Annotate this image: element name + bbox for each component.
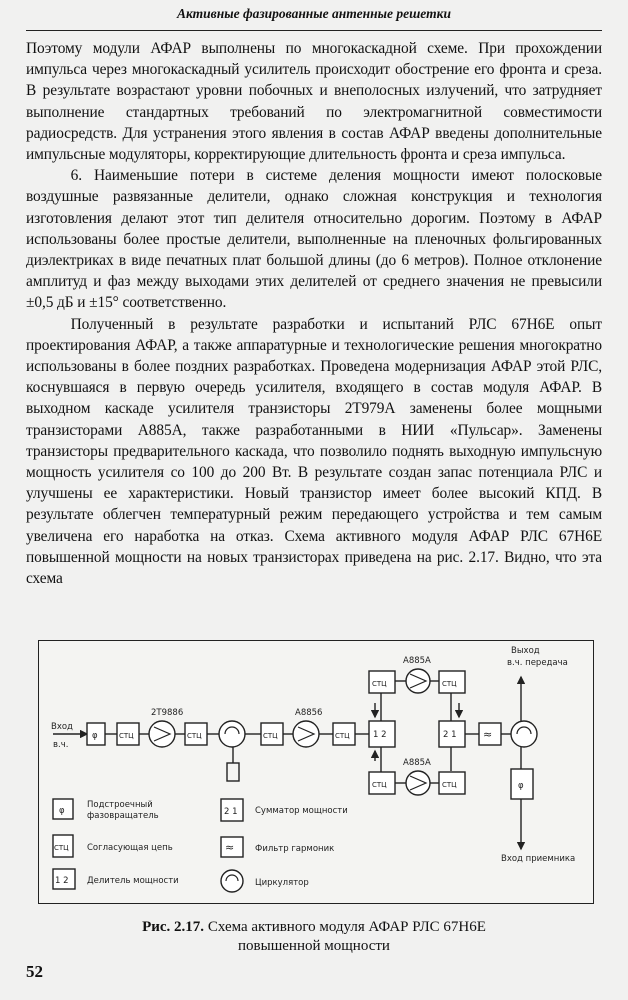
legend-circulator: Циркулятор <box>255 878 309 888</box>
transistor-bottom <box>403 758 431 795</box>
power-combiner <box>439 721 465 747</box>
matching-circuit-bottom-in <box>369 772 395 794</box>
transistor-2-label: А8856 <box>295 708 323 718</box>
svg-text:СТЦ: СТЦ <box>442 781 457 789</box>
input-label: Вход <box>51 722 73 732</box>
receiver-phase-shifter <box>511 769 533 799</box>
matching-circuit-1 <box>117 723 139 745</box>
phase-symbol: φ <box>92 731 98 741</box>
input-label-2: в.ч. <box>53 740 69 750</box>
running-header: Активные фазированные антенные решетки <box>177 6 451 21</box>
body-text <box>26 38 602 589</box>
transistor-top-label: А885А <box>403 656 431 666</box>
page-number: 52 <box>26 962 43 981</box>
block-diagram <box>39 641 593 903</box>
svg-text:СТЦ: СТЦ <box>54 844 69 852</box>
power-divider <box>369 721 395 747</box>
legend-power-combiner: Сумматор мощности <box>255 806 348 816</box>
transistor-1-label: 2Т9886 <box>151 708 184 718</box>
circulator-1 <box>219 721 245 747</box>
legend-harmonic-filter: Фильтр гармоник <box>255 844 335 854</box>
transistor-bottom-label: А885А <box>403 758 431 768</box>
matching-circuit-4 <box>333 723 355 745</box>
svg-text:φ: φ <box>59 806 65 816</box>
match-symbol-1: СТЦ <box>119 732 134 740</box>
legend-matching-circuit: Согласующая цепь <box>87 843 173 853</box>
paragraph-3: Полученный в результате разработки и испытаний РЛС 67Н6Е опыт проектирования АФАР, а также аппаратурные и технологические решения многократно использованы в более поздних разработках. Проведена модернизация АФАР этой РЛС, коснувшаяся в первую очередь усилителя, входящего в состав модуля АФАР. В выходном каскаде усилителя транзисторы 2Т979А заменены более мощными транзисторами А885А, также разработанными в НИИ «Пульсар». Заменены транзисторы предварительного каскада, что позволило поднять выходную импульсную мощность усилителя со 100 до 200 Вт. В результате создан запас потенциала РЛС и улучшены ее характеристики. Новый транзистор имеет более высокий КПД. В результате облегчен температурный режим передающего устройства и тем самым увеличена его наработка на отказ. Схема активного модуля АФАР РЛС 67Н6Е повышенной мощности на новых транзисторах приведена на рис. 2.17. Видно, что эта схема <box>26 315 602 588</box>
phase-shifter-block <box>87 723 105 745</box>
svg-text:2 1: 2 1 <box>224 807 238 817</box>
figure-caption <box>26 918 602 956</box>
svg-text:СТЦ: СТЦ <box>372 781 387 789</box>
legend-power-divider: Делитель мощности <box>87 876 179 886</box>
paragraph-2: 6. Наименьшие потери в системе деления мощности имеют полосковые воздушные развязанные делители, однако сложная конструкция и технология изготовления делают этот тип делителя относительно дорогим. Поэтому в АФАР использованы более простые делители, выполненные на пленочных фольгированных диэлектриках в виде печатных плат большой длины (до 6 метров). Полное отклонение амплитуд и фаз между выходами этих делителей от среднего значения не превысили ±0,5 дБ и ±15° соответственно. <box>26 167 602 312</box>
svg-text:≈: ≈ <box>225 841 235 854</box>
combiner-symbol: 2 1 <box>443 730 457 740</box>
matching-circuit-top-out <box>439 671 465 693</box>
match-symbol-3: СТЦ <box>263 732 278 740</box>
paragraph-1: Поэтому модули АФАР выполнены по многокаскадной схеме. При прохождении импульса через многокаскадный усилитель происходит обострение его фронта и среза. В результате возрастают уровни побочных и внеполосных излучений, что затрудняет выполнение стандартных требований по электромагнитной совместимости радиосредств. Для устранения этого явления в состав АФАР введены дополнительные импульсные модуляторы, корректирующие длительность фронта и среза импульса. <box>26 40 602 164</box>
transistor-2 <box>293 708 322 747</box>
output-label-2: в.ч. передача <box>507 658 568 668</box>
receiver-label: Вход приемника <box>501 854 576 864</box>
caption-prefix: Рис. 2.17. <box>142 919 205 935</box>
svg-text:СТЦ: СТЦ <box>372 680 387 688</box>
output-circulator <box>511 721 537 747</box>
figure-block-diagram <box>38 640 594 904</box>
legend-phase-shifter: Подстроечный <box>87 800 153 810</box>
matching-circuit-top-in <box>369 671 395 693</box>
svg-text:фазовращатель: фазовращатель <box>87 811 159 821</box>
matching-circuit-3 <box>261 723 283 745</box>
load-resistor <box>227 763 239 781</box>
caption-text: Схема активного модуля АФАР РЛС 67Н6Е <box>207 919 486 935</box>
transistor-1 <box>149 708 183 747</box>
svg-text:φ: φ <box>518 781 524 791</box>
matching-circuit-2 <box>185 723 207 745</box>
harmonic-filter <box>479 723 501 745</box>
svg-text:СТЦ: СТЦ <box>442 680 457 688</box>
svg-text:1 2: 1 2 <box>55 876 69 886</box>
matching-circuit-bottom-out <box>439 772 465 794</box>
match-symbol-4: СТЦ <box>335 732 350 740</box>
legend <box>53 799 348 892</box>
output-label: Выход <box>511 646 540 656</box>
transistor-top <box>403 656 431 693</box>
header-divider <box>26 30 602 31</box>
divider-symbol: 1 2 <box>373 730 387 740</box>
filter-symbol: ≈ <box>483 728 493 741</box>
match-symbol-2: СТЦ <box>187 732 202 740</box>
caption-line-2: повышенной мощности <box>238 938 390 954</box>
